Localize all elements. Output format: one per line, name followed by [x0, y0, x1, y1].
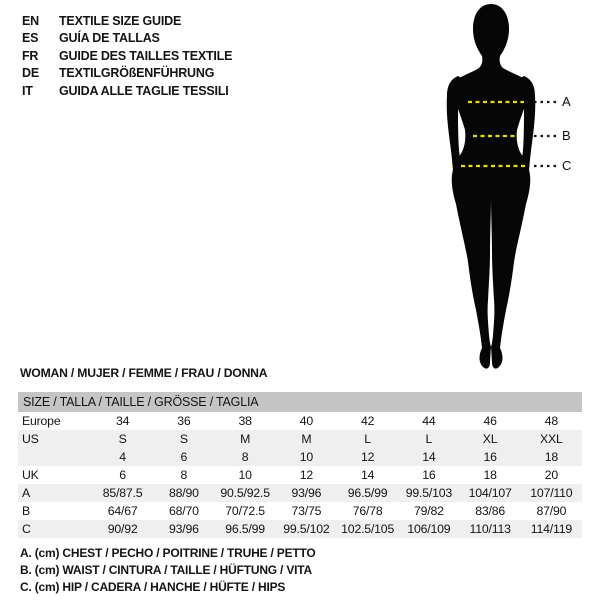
- language-code: FR: [22, 48, 39, 63]
- guide-title: GUIDA ALLE TAGLIE TESSILI: [59, 83, 229, 98]
- size-cell: 70/72.5: [225, 504, 265, 518]
- guide-title: GUIDE DES TAILLES TEXTILE: [59, 48, 233, 63]
- table-row: [18, 502, 582, 520]
- size-cell: 34: [115, 414, 130, 428]
- size-cell: 10: [238, 468, 252, 482]
- size-cell: 6: [180, 450, 188, 464]
- size-cell: 79/82: [413, 504, 444, 518]
- size-cell: 73/75: [291, 504, 322, 518]
- size-cell: 14: [360, 468, 375, 482]
- language-row: [22, 65, 232, 82]
- row-label: A: [22, 486, 31, 500]
- row-label: B: [22, 504, 31, 518]
- language-row: [22, 48, 232, 65]
- size-cell: 40: [299, 414, 314, 428]
- language-title-list: [22, 13, 232, 100]
- size-cell: 38: [238, 414, 252, 428]
- row-label: UK: [22, 468, 39, 482]
- size-table: [18, 392, 582, 538]
- size-cell: 12: [299, 468, 314, 482]
- size-cell: 106/109: [407, 522, 451, 536]
- guide-title: TEXTILE SIZE GUIDE: [59, 14, 182, 28]
- size-cell: 6: [119, 468, 126, 482]
- size-cell: 96.5/99: [347, 486, 388, 500]
- row-label: Europe: [22, 414, 61, 428]
- size-cell: 10: [299, 450, 314, 464]
- legend-item: B. (cm) WAIST / CINTURA / TAILLE / HÜFTUNG / VITA: [20, 563, 312, 578]
- table-title: WOMAN / MUJER / FEMME / FRAU / DONNA: [20, 366, 268, 380]
- size-cell: 18: [483, 468, 497, 482]
- legend-item: A. (cm) CHEST / PECHO / POITRINE / TRUHE / PETTO: [20, 546, 316, 560]
- size-cell: 104/107: [468, 486, 512, 500]
- size-cell: 18: [544, 450, 559, 464]
- size-cell: 64/67: [107, 504, 138, 518]
- measure-label-c: C: [562, 158, 572, 173]
- size-cell: 88/90: [168, 486, 199, 500]
- language-code: ES: [22, 31, 39, 46]
- size-cell: 99.5/102: [283, 522, 330, 536]
- size-cell: 4: [119, 450, 126, 464]
- size-cell: 12: [360, 450, 375, 464]
- size-cell: 20: [544, 468, 559, 482]
- size-cell: 8: [241, 450, 249, 464]
- size-cell: 90.5/92.5: [220, 486, 270, 500]
- size-cell: XXL: [540, 432, 563, 446]
- woman-figure: [430, 0, 600, 378]
- row-label: C: [22, 522, 31, 536]
- size-cell: 107/110: [530, 486, 573, 500]
- table-row: [18, 448, 582, 466]
- size-cell: 14: [422, 450, 436, 464]
- table-row: [18, 484, 582, 502]
- row-label: [18, 448, 92, 466]
- size-cell: 99.5/103: [405, 486, 453, 500]
- size-cell: 76/78: [352, 504, 383, 518]
- size-table-header: SIZE / TALLA / TAILLE / GRÖSSE / TAGLIA: [18, 392, 582, 412]
- size-cell: 16: [422, 468, 436, 482]
- size-cell: 8: [180, 468, 188, 482]
- size-cell: 110/113: [469, 522, 511, 536]
- size-cell: 85/87.5: [102, 486, 143, 500]
- size-cell: S: [179, 432, 188, 446]
- language-row: [22, 30, 232, 47]
- size-table-body: [18, 412, 582, 538]
- size-cell: M: [240, 432, 251, 446]
- size-cell: 46: [483, 414, 497, 428]
- row-label: US: [22, 432, 39, 446]
- size-cell: 68/70: [168, 504, 199, 518]
- size-cell: 83/86: [475, 504, 506, 518]
- size-cell: 48: [544, 414, 559, 428]
- language-code: DE: [22, 66, 39, 81]
- size-cell: 90/92: [107, 522, 138, 536]
- size-cell: 42: [360, 414, 375, 428]
- table-row: [18, 520, 582, 538]
- table-row: [18, 412, 582, 430]
- size-cell: 87/90: [536, 504, 567, 518]
- size-cell: 44: [422, 414, 436, 428]
- language-row: [22, 83, 232, 100]
- guide-title: GUÍA DE TALLAS: [59, 31, 160, 46]
- size-cell: M: [301, 432, 312, 446]
- size-cell: S: [118, 432, 127, 446]
- language-code: EN: [22, 14, 39, 28]
- measure-label-b: B: [562, 128, 571, 143]
- size-cell: 16: [483, 450, 497, 464]
- size-cell: 96.5/99: [225, 522, 265, 536]
- size-cell: 114/119: [530, 522, 572, 536]
- measurement-legend: [20, 545, 316, 597]
- measure-label-a: A: [562, 94, 571, 109]
- guide-title: TEXTILGRÖßENFÜHRUNG: [59, 66, 215, 81]
- size-cell: 36: [177, 414, 191, 428]
- table-row: [18, 430, 582, 448]
- size-cell: 93/96: [168, 522, 199, 536]
- legend-item: C. (cm) HIP / CADERA / HANCHE / HÜFTE / HIPS: [20, 580, 286, 595]
- size-cell: L: [364, 432, 371, 446]
- woman-silhouette-svg: [430, 0, 600, 378]
- size-cell: 102.5/105: [341, 522, 395, 536]
- size-cell: XL: [482, 432, 498, 446]
- language-row: [22, 13, 232, 30]
- table-row: [18, 466, 582, 484]
- size-cell: 93/96: [291, 486, 322, 500]
- size-cell: L: [425, 432, 433, 446]
- language-code: IT: [22, 83, 33, 98]
